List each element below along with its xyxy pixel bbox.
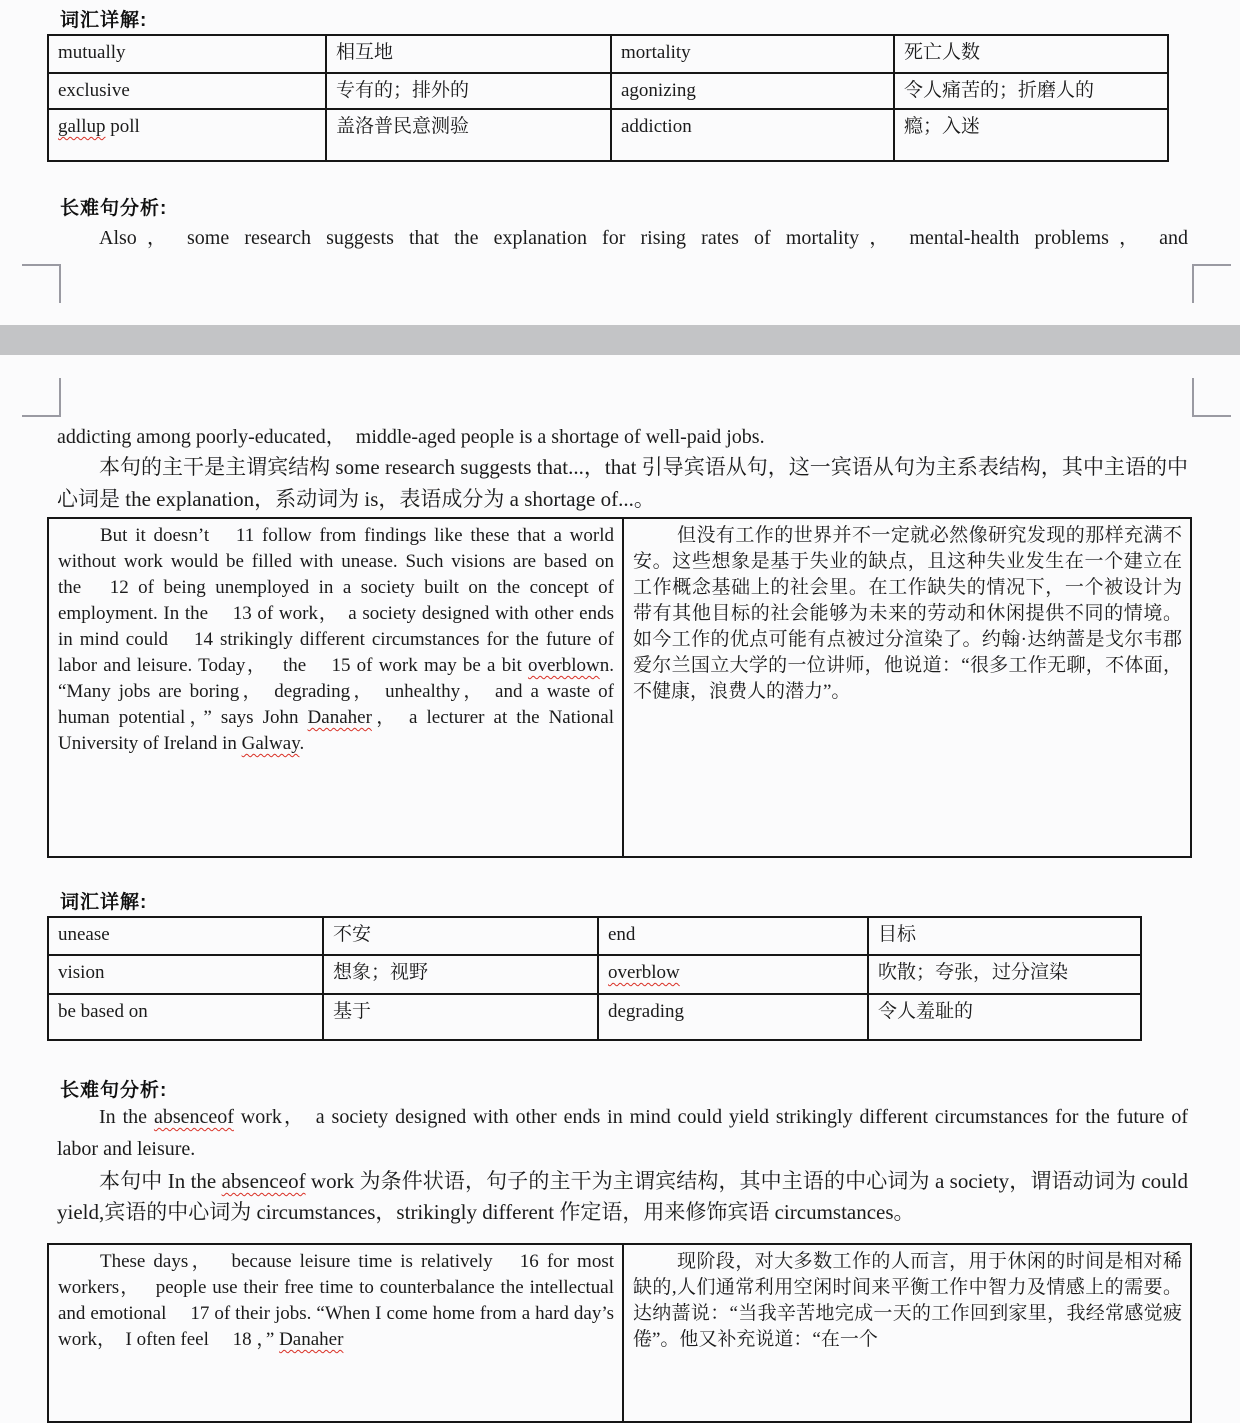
table-row [48,955,1141,994]
vocab-table-2 [47,916,1142,1041]
page-corner-mark-bottom-right [1192,264,1231,303]
vocab-term-cell: mortality [611,35,894,73]
analysis-section-heading-2: 长难句分析: [60,1080,168,1101]
passage-english-cell: These days， because leisure time is relatively 16 for most workers， people use their free time to counterbalance the intellectual and emotional 17 of their jobs. “When I come home from a hard day’s work， I often feel 18 ，” Danaher [48,1244,623,1422]
analysis-sentence-1-continuation: addicting among poorly-educated， middle-aged people is a shortage of well-paid jobs. [57,426,765,448]
page-corner-mark-top-left [22,378,61,417]
vocab-term-cell: unease [48,917,323,955]
vocab-definition-cell: 相互地 [326,35,611,73]
passage-table-2 [47,1243,1192,1423]
vocab-definition-cell: 吹散；夸张，过分渲染 [868,955,1141,994]
vocab-term-cell: end [598,917,868,955]
table-row [48,994,1141,1040]
passage-english-cell: But it doesn’t 11 follow from findings like these that a world without work would be filled with unease. Such visions are based on the 12 of being unemployed in a society built on the concept of employment. In the 13 of work， a society designed with other ends in mind could 14 strikingly different circumstances for the future of labor and leisure. Today， the 15 of work may be a bit overblown. “Many jobs are boring， degrading， unhealthy， and a waste of human potential，” says John Danaher， a lecturer at the National University of Ireland in Galway. [48,518,623,857]
table-row [48,1244,1191,1422]
analysis-explanation-2: 本句中 In the absenceof work 为条件状语，句子的主干为主谓宾结构，其中主语的中心词为 a society，谓语动词为 could yield,宾语的中心词为 circumstances，strikingly different 作定语，用来修饰宾语 circumstances。 [57,1169,1188,1224]
table-row [48,73,1168,109]
vocab-term-cell: gallup poll [48,109,326,161]
passage-chinese-cell: 但没有工作的世界并不一定就必然像研究发现的那样充满不安。这些想象是基于失业的缺点，且这种失业发生在一个建立在工作概念基础上的社会里。在工作缺失的情况下，一个被设计为带有其他目标的社会能够为未来的劳动和休闲提供不同的情境。如今工作的优点可能有点被过分渲染了。约翰·达纳蔷是戈尔韦郡爱尔兰国立大学的一位讲师，他说道：“很多工作无聊，不体面，不健康，浪费人的潜力”。 [623,518,1191,857]
vocab-term-cell: mutually [48,35,326,73]
analysis-explanation-1: 本句的主干是主谓宾结构 some research suggests that...，that 引导宾语从句，这一宾语从句为主系表结构，其中主语的中心词是 the explanation，系动词为 is，表语成分为 a shortage of...。 [57,455,1188,511]
vocab-term-cell: vision [48,955,323,994]
vocab-term-cell: overblow [598,955,868,994]
vocab-definition-cell: 基于 [323,994,598,1040]
table-row [48,518,1191,857]
vocab-section-heading-2: 词汇详解: [60,892,148,913]
analysis-sentence-2: In the absenceof work， a society designed with other ends in mind could yield strikingly different circumstances for the future of labor and leisure. [57,1106,1189,1160]
vocab-definition-cell: 瘾；入迷 [894,109,1168,161]
vocab-term-cell: degrading [598,994,868,1040]
vocab-definition-cell: 盖洛普民意测验 [326,109,611,161]
page-corner-mark-bottom-left [22,264,61,303]
vocab-table-1 [47,34,1169,162]
vocab-definition-cell: 想象；视野 [323,955,598,994]
vocab-definition-cell: 专有的；排外的 [326,73,611,109]
passage-chinese-cell: 现阶段，对大多数工作的人而言，用于休闲的时间是相对稀缺的,人们通常利用空闲时间来平衡工作中智力及情感上的需要。达纳蔷说：“当我辛苦地完成一天的工作回到家里，我经常感觉疲倦”。他又补充说道：“在一个 [623,1244,1191,1422]
page-corner-mark-top-right [1192,378,1231,417]
analysis-sentence-1: Also， some research suggests that the explanation for rising rates of mortality， mental-health problems， and [99,227,1188,249]
passage-table-1 [47,517,1192,858]
vocab-section-heading-1: 词汇详解: [60,10,148,31]
vocab-definition-cell: 不安 [323,917,598,955]
vocab-definition-cell: 令人痛苦的；折磨人的 [894,73,1168,109]
vocab-definition-cell: 目标 [868,917,1141,955]
vocab-term-cell: agonizing [611,73,894,109]
vocab-definition-cell: 令人羞耻的 [868,994,1141,1040]
vocab-term-cell: addiction [611,109,894,161]
vocab-definition-cell: 死亡人数 [894,35,1168,73]
table-row [48,917,1141,955]
analysis-section-heading-1: 长难句分析: [60,198,168,219]
vocab-term-cell: exclusive [48,73,326,109]
table-row [48,109,1168,161]
table-row [48,35,1168,73]
page-break-bar [0,325,1240,355]
vocab-term-cell: be based on [48,994,323,1040]
